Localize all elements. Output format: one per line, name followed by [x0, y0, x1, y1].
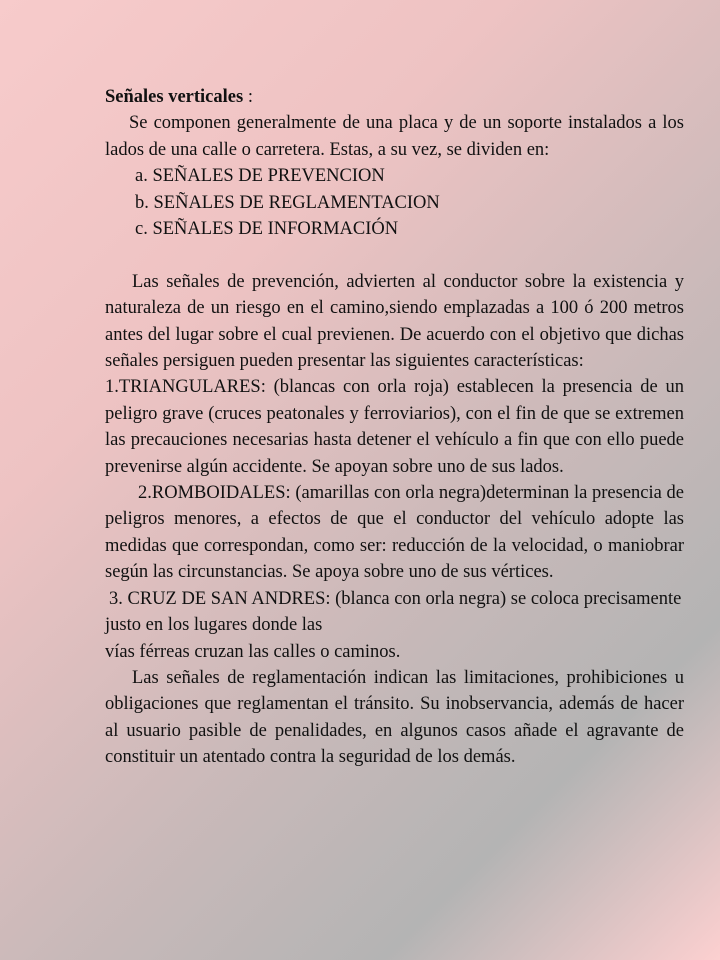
prevention-paragraph: Las señales de prevención, advierten al conductor sobre la existencia y naturaleza de un riesgo en el camino,siendo emplazadas a 100 ó 200 metros antes del lugar sobre el cual previenen. De acuerdo con el objetivo que dichas señales persiguen pueden presentar las siguientes características:: [105, 271, 684, 372]
cruz-paragraph-end: vías férreas cruzan las calles o caminos.: [105, 641, 401, 662]
spacer: [105, 242, 684, 268]
intro-paragraph: Se componen generalmente de una placa y de un soporte instalados a los lados de una calle o carretera. Estas, a su vez, se dividen en:: [105, 113, 684, 160]
triangulares-paragraph: 1.TRIANGULARES: (blancas con orla roja) establecen la presencia de un peligro grave (cruces peatonales y ferroviarios), con el fin de que se extremen las precauciones necesarias hasta detener el vehículo a fin que con ello puede prevenirse algún accidente. Se apoyan sobre uno de sus lados.: [105, 377, 684, 477]
cruz-paragraph: 3. CRUZ DE SAN ANDRES: (blanca con orla negra) se coloca precisamente justo en los lugares donde las: [105, 588, 682, 636]
reglamentacion-paragraph: Las señales de reglamentación indican las limitaciones, prohibiciones u obligaciones que reglamentan el tránsito. Su inobservancia, además de hacer al usuario pasible de penalidades, en algunos casos añade el agravante de constituir un atentado contra la seguridad de los demás.: [105, 667, 684, 768]
heading-title: Señales verticales: [105, 87, 244, 107]
text-body: [105, 84, 684, 771]
romboidales-paragraph: 2.ROMBOIDALES: (amarillas con orla negra)determinan la presencia de peligros menores, a efectos de que el conductor del vehículo adopte las medidas que correspondan, como ser: reducción de la velocidad, o maniobrar según las circunstancias. Se apoya sobre uno de sus vértices.: [105, 483, 684, 583]
list-item-reglamentacion: b. SEÑALES DE REGLAMENTACION: [135, 192, 440, 213]
list-item-prevencion: a. SEÑALES DE PREVENCION: [135, 166, 385, 187]
section-heading: [105, 84, 684, 110]
heading-suffix: :: [243, 87, 253, 107]
list-item-informacion: c. SEÑALES DE INFORMACIÓN: [135, 219, 399, 240]
